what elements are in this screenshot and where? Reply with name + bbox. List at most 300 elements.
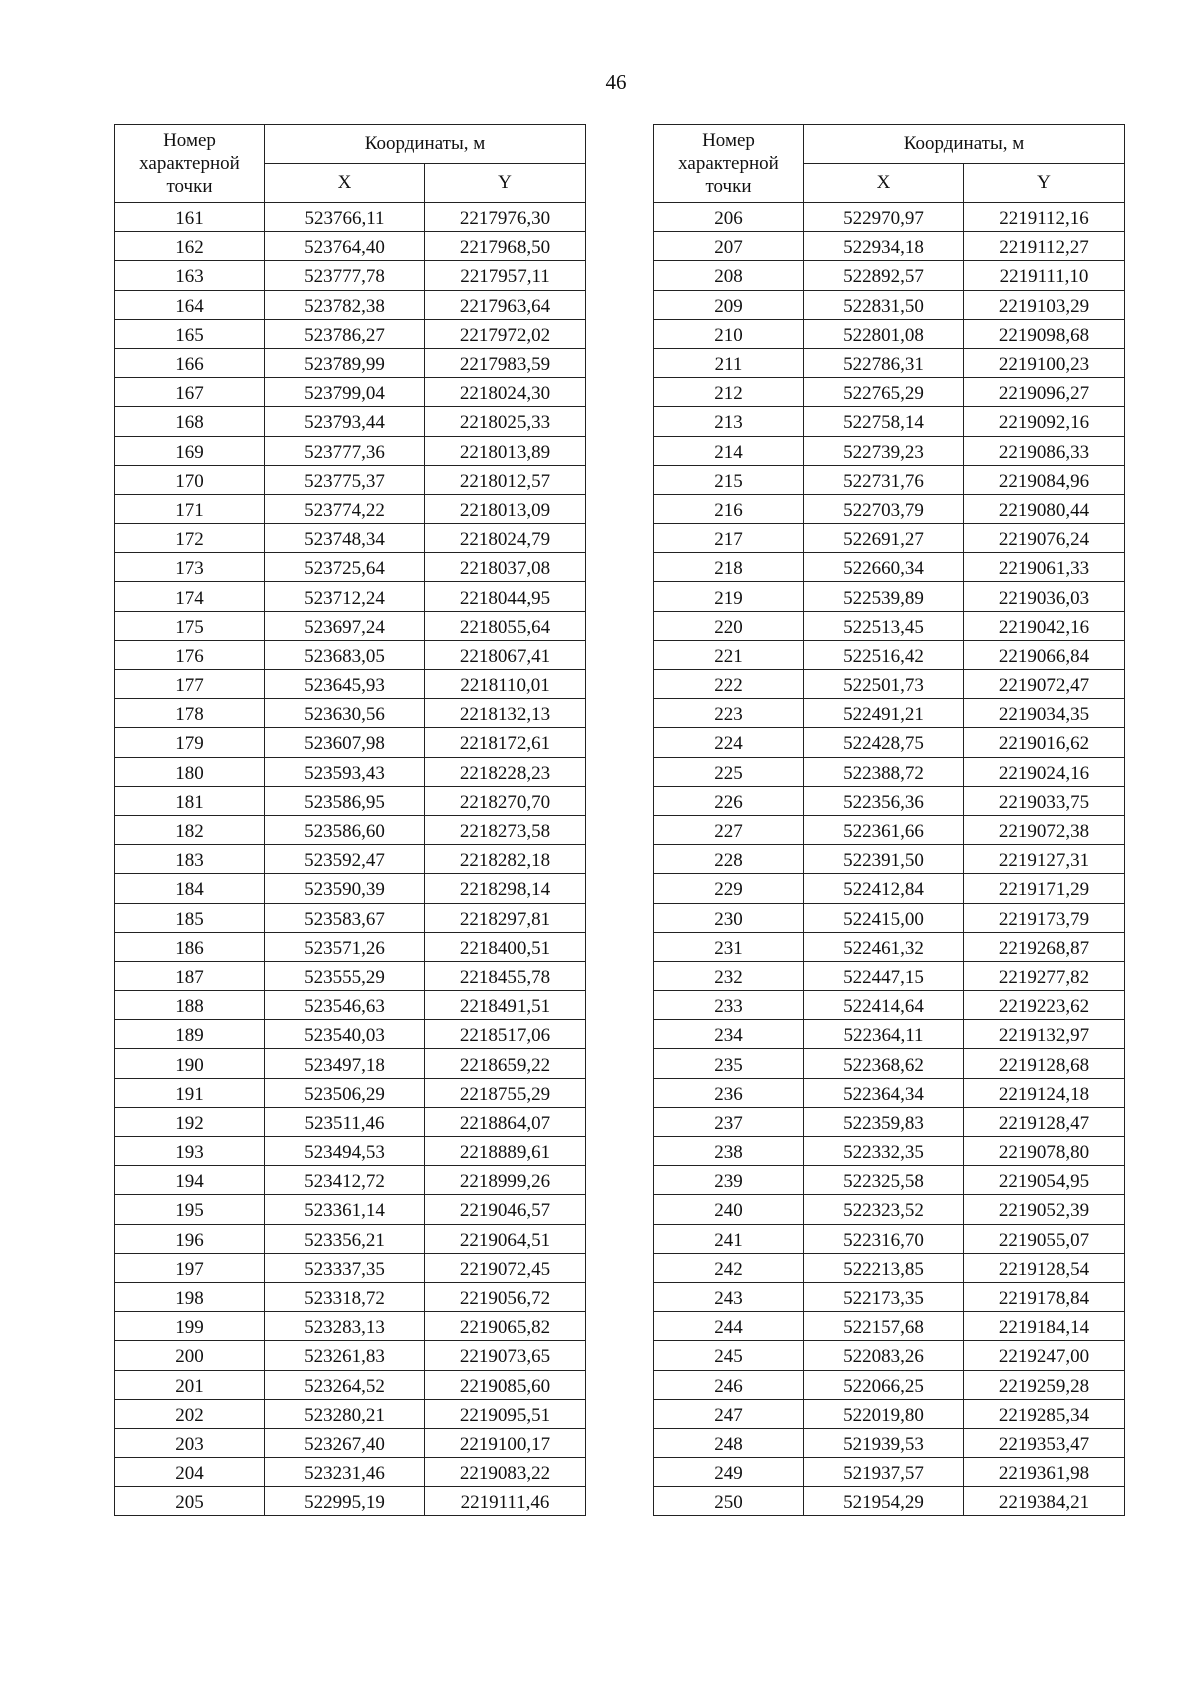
coord-x: 523586,95 [265, 786, 425, 815]
coord-x: 523799,04 [265, 378, 425, 407]
table-row [115, 494, 586, 523]
coord-x: 521939,53 [804, 1428, 964, 1457]
table-row [115, 1253, 586, 1282]
coord-y: 2218517,06 [425, 1020, 586, 1049]
coord-x: 523540,03 [265, 1020, 425, 1049]
point-number: 161 [115, 203, 265, 232]
table-row [654, 1166, 1125, 1195]
coord-x: 521954,29 [804, 1487, 964, 1516]
coord-x: 523793,44 [265, 407, 425, 436]
table-row [115, 319, 586, 348]
coord-y: 2219086,33 [964, 436, 1125, 465]
coord-y: 2218012,57 [425, 465, 586, 494]
coord-y: 2219178,84 [964, 1282, 1125, 1311]
point-number: 185 [115, 903, 265, 932]
point-number: 207 [654, 232, 804, 261]
coord-x: 523777,36 [265, 436, 425, 465]
coord-y: 2219073,65 [425, 1341, 586, 1370]
point-number: 166 [115, 348, 265, 377]
point-number: 218 [654, 553, 804, 582]
point-number: 223 [654, 699, 804, 728]
coord-x: 523571,26 [265, 932, 425, 961]
point-number: 246 [654, 1370, 804, 1399]
coord-y: 2219128,47 [964, 1107, 1125, 1136]
point-number: 198 [115, 1282, 265, 1311]
header-y: Y [425, 164, 586, 203]
coord-x: 522412,84 [804, 874, 964, 903]
coord-x: 522157,68 [804, 1312, 964, 1341]
table-row [654, 1341, 1125, 1370]
point-number: 244 [654, 1312, 804, 1341]
point-number: 175 [115, 611, 265, 640]
coord-y: 2219095,51 [425, 1399, 586, 1428]
coord-x: 523267,40 [265, 1428, 425, 1457]
coord-x: 523318,72 [265, 1282, 425, 1311]
coord-y: 2219171,29 [964, 874, 1125, 903]
coord-x: 523774,22 [265, 494, 425, 523]
header-x: X [804, 164, 964, 203]
coord-y: 2218024,30 [425, 378, 586, 407]
point-number: 169 [115, 436, 265, 465]
table-row [115, 203, 586, 232]
table-row [654, 728, 1125, 757]
table-row [115, 1020, 586, 1049]
table-row [115, 1195, 586, 1224]
coord-x: 522368,62 [804, 1049, 964, 1078]
coord-y: 2219072,45 [425, 1253, 586, 1282]
coord-x: 523590,39 [265, 874, 425, 903]
table-row [115, 961, 586, 990]
coord-y: 2219103,29 [964, 290, 1125, 319]
point-number: 184 [115, 874, 265, 903]
coord-y: 2218659,22 [425, 1049, 586, 1078]
point-number: 197 [115, 1253, 265, 1282]
point-number: 195 [115, 1195, 265, 1224]
point-number: 176 [115, 640, 265, 669]
coord-y: 2218270,70 [425, 786, 586, 815]
point-number: 231 [654, 932, 804, 961]
point-number: 201 [115, 1370, 265, 1399]
table-row [654, 494, 1125, 523]
coord-x: 523283,13 [265, 1312, 425, 1341]
point-number: 179 [115, 728, 265, 757]
coord-y: 2218110,01 [425, 670, 586, 699]
table-row [115, 261, 586, 290]
table-row [654, 1282, 1125, 1311]
coord-y: 2219056,72 [425, 1282, 586, 1311]
coord-x: 523494,53 [265, 1137, 425, 1166]
coord-x: 522501,73 [804, 670, 964, 699]
coord-x: 523497,18 [265, 1049, 425, 1078]
table-row [115, 1487, 586, 1516]
point-number: 239 [654, 1166, 804, 1195]
point-number: 203 [115, 1428, 265, 1457]
coord-x: 523280,21 [265, 1399, 425, 1428]
table-row [654, 436, 1125, 465]
coord-y: 2219065,82 [425, 1312, 586, 1341]
coord-y: 2219384,21 [964, 1487, 1125, 1516]
coord-x: 522213,85 [804, 1253, 964, 1282]
coord-y: 2218864,07 [425, 1107, 586, 1136]
point-number: 206 [654, 203, 804, 232]
coord-y: 2219277,82 [964, 961, 1125, 990]
coord-y: 2219061,33 [964, 553, 1125, 582]
coord-y: 2218132,13 [425, 699, 586, 728]
coord-y: 2218755,29 [425, 1078, 586, 1107]
coord-x: 522364,34 [804, 1078, 964, 1107]
table-row [115, 582, 586, 611]
coord-y: 2218013,89 [425, 436, 586, 465]
point-number: 221 [654, 640, 804, 669]
point-number: 210 [654, 319, 804, 348]
point-number: 236 [654, 1078, 804, 1107]
table-row [115, 553, 586, 582]
point-number: 235 [654, 1049, 804, 1078]
point-number: 182 [115, 815, 265, 844]
coord-y: 2218297,81 [425, 903, 586, 932]
coord-x: 522513,45 [804, 611, 964, 640]
coord-x: 522356,36 [804, 786, 964, 815]
table-row [115, 1137, 586, 1166]
point-number: 233 [654, 991, 804, 1020]
table-row [654, 319, 1125, 348]
coord-x: 523782,38 [265, 290, 425, 319]
coord-x: 523337,35 [265, 1253, 425, 1282]
coord-x: 523748,34 [265, 524, 425, 553]
coord-x: 523630,56 [265, 699, 425, 728]
coord-x: 522325,58 [804, 1166, 964, 1195]
table-row [115, 524, 586, 553]
coord-y: 2218067,41 [425, 640, 586, 669]
point-number: 192 [115, 1107, 265, 1136]
table-row [654, 1137, 1125, 1166]
table-row [115, 1049, 586, 1078]
point-number: 186 [115, 932, 265, 961]
coord-y: 2219055,07 [964, 1224, 1125, 1253]
coord-x: 523766,11 [265, 203, 425, 232]
table-row [115, 1428, 586, 1457]
point-number: 173 [115, 553, 265, 582]
table-row [654, 1049, 1125, 1078]
coord-y: 2219223,62 [964, 991, 1125, 1020]
page-number: 46 [605, 70, 627, 94]
coord-y: 2218400,51 [425, 932, 586, 961]
header-x: X [265, 164, 425, 203]
coord-y: 2219054,95 [964, 1166, 1125, 1195]
coord-y: 2218282,18 [425, 845, 586, 874]
table-row [115, 1341, 586, 1370]
coord-y: 2219128,68 [964, 1049, 1125, 1078]
coord-y: 2219016,62 [964, 728, 1125, 757]
coord-y: 2218055,64 [425, 611, 586, 640]
coord-x: 522332,35 [804, 1137, 964, 1166]
point-number: 180 [115, 757, 265, 786]
point-number: 229 [654, 874, 804, 903]
table-row [115, 757, 586, 786]
point-number: 226 [654, 786, 804, 815]
table-row [654, 991, 1125, 1020]
coord-y: 2217963,64 [425, 290, 586, 319]
table-row [654, 1487, 1125, 1516]
coord-y: 2218273,58 [425, 815, 586, 844]
coord-y: 2217968,50 [425, 232, 586, 261]
coord-y: 2219064,51 [425, 1224, 586, 1253]
coord-y: 2219072,38 [964, 815, 1125, 844]
coord-x: 523764,40 [265, 232, 425, 261]
coord-x: 522516,42 [804, 640, 964, 669]
table-row [654, 874, 1125, 903]
table-row [654, 1224, 1125, 1253]
point-number: 220 [654, 611, 804, 640]
coord-x: 522801,08 [804, 319, 964, 348]
coord-y: 2217972,02 [425, 319, 586, 348]
point-number: 214 [654, 436, 804, 465]
point-number: 165 [115, 319, 265, 348]
point-number: 217 [654, 524, 804, 553]
table-row [654, 786, 1125, 815]
table-row [654, 203, 1125, 232]
point-number: 170 [115, 465, 265, 494]
coord-y: 2218037,08 [425, 553, 586, 582]
header-coordinates: Координаты, м [265, 125, 586, 164]
coordinates-table-left [114, 124, 586, 1516]
coord-x: 523261,83 [265, 1341, 425, 1370]
table-row [115, 611, 586, 640]
coord-y: 2219052,39 [964, 1195, 1125, 1224]
point-number: 247 [654, 1399, 804, 1428]
table-row [654, 1020, 1125, 1049]
point-number: 215 [654, 465, 804, 494]
coord-y: 2218298,14 [425, 874, 586, 903]
coord-y: 2219112,16 [964, 203, 1125, 232]
point-number: 167 [115, 378, 265, 407]
table-row [654, 903, 1125, 932]
point-number: 188 [115, 991, 265, 1020]
point-number: 163 [115, 261, 265, 290]
coord-y: 2218999,26 [425, 1166, 586, 1195]
table-row [654, 961, 1125, 990]
coord-y: 2219096,27 [964, 378, 1125, 407]
table-row [654, 611, 1125, 640]
table-row [654, 261, 1125, 290]
coord-y: 2219033,75 [964, 786, 1125, 815]
table-row [654, 378, 1125, 407]
coordinates-table-right [653, 124, 1125, 1516]
coord-y: 2219083,22 [425, 1458, 586, 1487]
coord-y: 2219353,47 [964, 1428, 1125, 1457]
coord-y: 2219092,16 [964, 407, 1125, 436]
point-number: 211 [654, 348, 804, 377]
coord-y: 2218024,79 [425, 524, 586, 553]
coord-y: 2219036,03 [964, 582, 1125, 611]
coord-x: 522660,34 [804, 553, 964, 582]
table-body-left [115, 203, 586, 1516]
table-row [654, 1078, 1125, 1107]
table-row [115, 407, 586, 436]
coord-x: 522019,80 [804, 1399, 964, 1428]
coord-x: 523607,98 [265, 728, 425, 757]
coord-x: 522970,97 [804, 203, 964, 232]
table-row [115, 670, 586, 699]
coord-x: 522491,21 [804, 699, 964, 728]
point-number: 245 [654, 1341, 804, 1370]
coord-y: 2218491,51 [425, 991, 586, 1020]
table-row [115, 845, 586, 874]
coord-y: 2218025,33 [425, 407, 586, 436]
table-row [115, 786, 586, 815]
point-number: 193 [115, 1137, 265, 1166]
point-number: 194 [115, 1166, 265, 1195]
coord-y: 2219024,16 [964, 757, 1125, 786]
coord-x: 522388,72 [804, 757, 964, 786]
table-row [115, 290, 586, 319]
coord-x: 522461,32 [804, 932, 964, 961]
table-row [654, 407, 1125, 436]
table-row [654, 1253, 1125, 1282]
table-row [115, 1224, 586, 1253]
table-row [115, 1312, 586, 1341]
point-number: 242 [654, 1253, 804, 1282]
coord-y: 2219072,47 [964, 670, 1125, 699]
coord-y: 2217957,11 [425, 261, 586, 290]
coord-x: 523546,63 [265, 991, 425, 1020]
table-row [115, 232, 586, 261]
coord-x: 523697,24 [265, 611, 425, 640]
table-row [654, 553, 1125, 582]
table-row [115, 1458, 586, 1487]
coord-x: 522364,11 [804, 1020, 964, 1049]
coord-x: 522323,52 [804, 1195, 964, 1224]
coord-x: 522934,18 [804, 232, 964, 261]
coord-y: 2219100,23 [964, 348, 1125, 377]
coord-y: 2219268,87 [964, 932, 1125, 961]
table-row [654, 670, 1125, 699]
coord-y: 2218455,78 [425, 961, 586, 990]
table-row [654, 815, 1125, 844]
coord-y: 2219100,17 [425, 1428, 586, 1457]
coord-y: 2219098,68 [964, 319, 1125, 348]
coord-y: 2219076,24 [964, 524, 1125, 553]
point-number: 238 [654, 1137, 804, 1166]
table-row [654, 1195, 1125, 1224]
coord-x: 522831,50 [804, 290, 964, 319]
coord-y: 2219034,35 [964, 699, 1125, 728]
point-number: 204 [115, 1458, 265, 1487]
header-point-number: Номер характерной точки [115, 125, 265, 203]
table-row [115, 378, 586, 407]
point-number: 200 [115, 1341, 265, 1370]
point-number: 177 [115, 670, 265, 699]
coord-x: 522361,66 [804, 815, 964, 844]
point-number: 208 [654, 261, 804, 290]
coord-x: 523356,21 [265, 1224, 425, 1253]
coord-y: 2218228,23 [425, 757, 586, 786]
point-number: 178 [115, 699, 265, 728]
coord-y: 2219184,14 [964, 1312, 1125, 1341]
point-number: 174 [115, 582, 265, 611]
table-row [654, 232, 1125, 261]
table-row [115, 903, 586, 932]
coord-y: 2219285,34 [964, 1399, 1125, 1428]
point-number: 234 [654, 1020, 804, 1049]
coord-x: 523593,43 [265, 757, 425, 786]
coord-x: 523786,27 [265, 319, 425, 348]
coord-x: 522758,14 [804, 407, 964, 436]
coord-y: 2219132,97 [964, 1020, 1125, 1049]
point-number: 241 [654, 1224, 804, 1253]
point-number: 237 [654, 1107, 804, 1136]
coord-y: 2217983,59 [425, 348, 586, 377]
table-row [115, 991, 586, 1020]
coord-y: 2219112,27 [964, 232, 1125, 261]
table-row [115, 1399, 586, 1428]
point-number: 181 [115, 786, 265, 815]
coord-x: 523506,29 [265, 1078, 425, 1107]
point-number: 168 [115, 407, 265, 436]
coord-x: 522173,35 [804, 1282, 964, 1311]
coord-y: 2219066,84 [964, 640, 1125, 669]
coord-y: 2218889,61 [425, 1137, 586, 1166]
table-row [115, 815, 586, 844]
coord-x: 523511,46 [265, 1107, 425, 1136]
coord-x: 522391,50 [804, 845, 964, 874]
coord-x: 522703,79 [804, 494, 964, 523]
header-coordinates: Координаты, м [804, 125, 1125, 164]
coord-x: 522415,00 [804, 903, 964, 932]
table-row [115, 436, 586, 465]
point-number: 172 [115, 524, 265, 553]
coord-y: 2219247,00 [964, 1341, 1125, 1370]
coord-x: 523712,24 [265, 582, 425, 611]
point-number: 249 [654, 1458, 804, 1487]
point-number: 202 [115, 1399, 265, 1428]
coord-x: 522995,19 [265, 1487, 425, 1516]
table-row [654, 524, 1125, 553]
table-row [115, 932, 586, 961]
coord-x: 521937,57 [804, 1458, 964, 1487]
point-number: 227 [654, 815, 804, 844]
coord-x: 522083,26 [804, 1341, 964, 1370]
coord-y: 2219111,10 [964, 261, 1125, 290]
table-row [115, 728, 586, 757]
point-number: 222 [654, 670, 804, 699]
coord-y: 2219111,46 [425, 1487, 586, 1516]
coord-y: 2219259,28 [964, 1370, 1125, 1399]
coord-x: 522066,25 [804, 1370, 964, 1399]
coord-x: 523645,93 [265, 670, 425, 699]
point-number: 212 [654, 378, 804, 407]
point-number: 164 [115, 290, 265, 319]
coord-y: 2219173,79 [964, 903, 1125, 932]
header-y: Y [964, 164, 1125, 203]
table-row [654, 1370, 1125, 1399]
table-row [115, 1370, 586, 1399]
table-row [654, 1107, 1125, 1136]
coord-y: 2218172,61 [425, 728, 586, 757]
coord-x: 522316,70 [804, 1224, 964, 1253]
coord-x: 522731,76 [804, 465, 964, 494]
coord-y: 2217976,30 [425, 203, 586, 232]
coord-y: 2218044,95 [425, 582, 586, 611]
table-row [654, 757, 1125, 786]
coord-x: 523583,67 [265, 903, 425, 932]
coord-x: 522786,31 [804, 348, 964, 377]
table-row [115, 1282, 586, 1311]
table-row [654, 845, 1125, 874]
table-row [115, 465, 586, 494]
coord-x: 523231,46 [265, 1458, 425, 1487]
table-row [654, 465, 1125, 494]
